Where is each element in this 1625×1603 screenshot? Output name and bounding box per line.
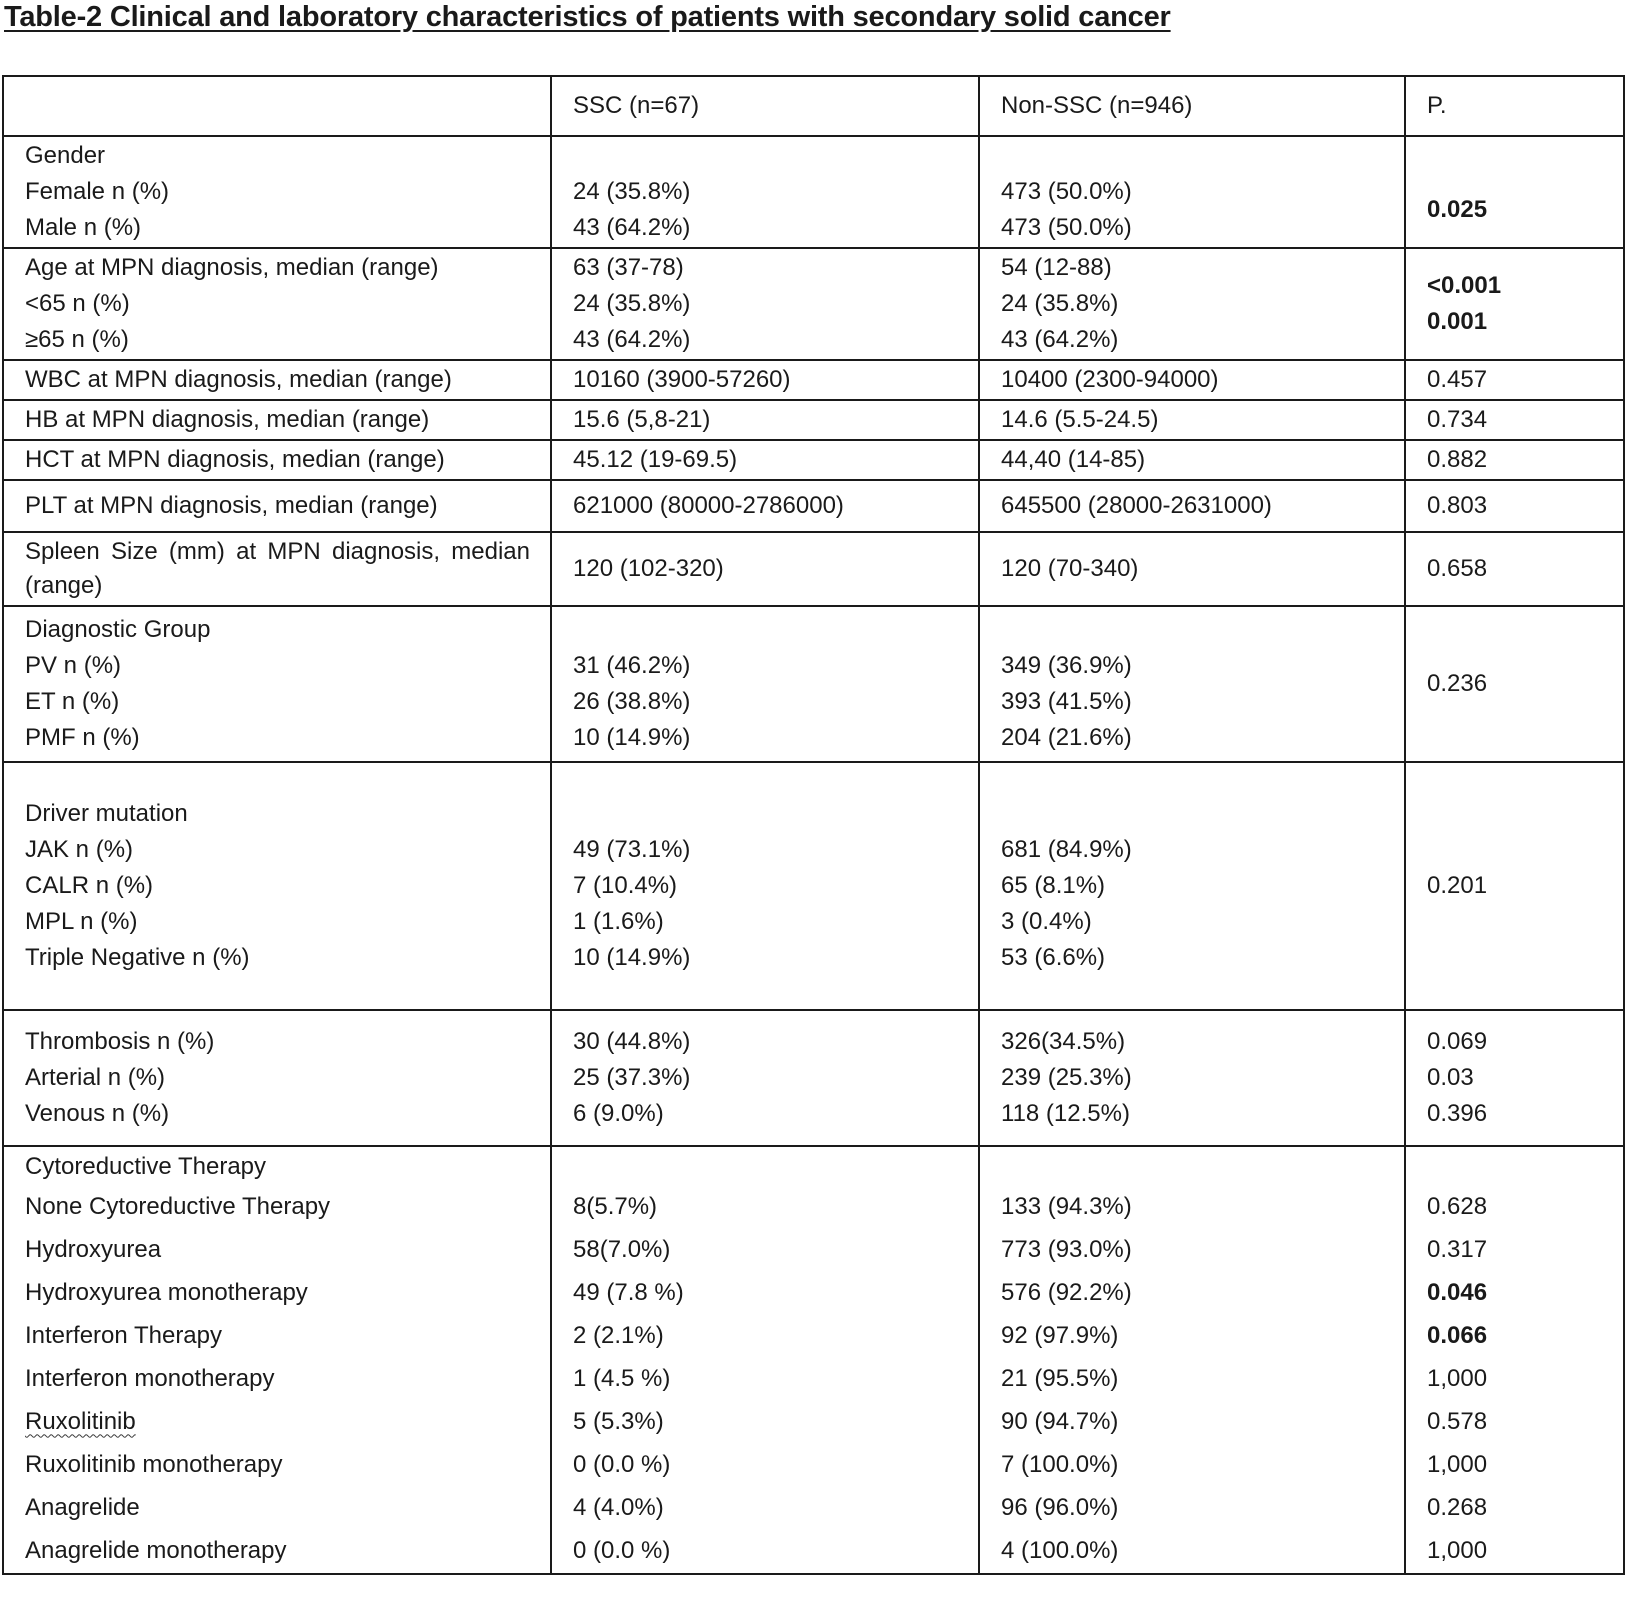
row-label: CALR n (%)	[25, 872, 154, 899]
non-ssc-value: 14.6 (5.5-24.5)	[1001, 406, 1159, 433]
table-row-gender	[3, 136, 1624, 248]
row-label: <65 n (%)	[25, 290, 130, 317]
non-ssc-cell	[979, 400, 1405, 440]
header-empty	[3, 76, 551, 136]
p-value: 0.236	[1427, 670, 1488, 697]
non-ssc-value: 65 (8.1%)	[1001, 872, 1106, 899]
row-label: Driver mutation	[25, 800, 188, 827]
label-cell	[3, 360, 551, 400]
row-label: Interferon monotherapy	[25, 1364, 275, 1392]
p-cell	[1405, 480, 1624, 532]
characteristics-table	[2, 75, 1625, 1575]
p-value: 0.046	[1427, 1278, 1488, 1306]
p-value: 0.066	[1427, 1321, 1488, 1349]
label-cell	[3, 606, 551, 762]
ssc-cell	[551, 360, 979, 400]
ssc-cell	[551, 606, 979, 762]
p-value: 0.578	[1427, 1407, 1488, 1435]
ssc-value: 10 (14.9%)	[573, 944, 691, 971]
row-label: ≥65 n (%)	[25, 326, 129, 353]
non-ssc-value: 681 (84.9%)	[1001, 836, 1132, 863]
header-ssc: SSC (n=67)	[551, 76, 979, 136]
label-cell	[3, 440, 551, 480]
ssc-value: 15.6 (5,8-21)	[573, 406, 711, 433]
non-ssc-value: 773 (93.0%)	[1001, 1235, 1132, 1263]
ssc-value: 49 (73.1%)	[573, 836, 691, 863]
row-label: Age at MPN diagnosis, median (range)	[25, 254, 439, 281]
row-label: Female n (%)	[25, 178, 170, 205]
table-row-driver-mutation	[3, 762, 1624, 1010]
non-ssc-value	[1001, 612, 1404, 648]
ssc-value	[573, 138, 978, 174]
label-cell	[3, 136, 551, 248]
row-label: Ruxolitinib	[25, 1407, 136, 1435]
ssc-cell	[551, 532, 979, 606]
ssc-value: 25 (37.3%)	[573, 1064, 691, 1091]
ssc-value: 63 (37-78)	[573, 254, 684, 281]
ssc-value: 10 (14.9%)	[573, 724, 691, 751]
ssc-value: 30 (44.8%)	[573, 1028, 691, 1055]
ssc-value: 43 (64.2%)	[573, 326, 691, 353]
row-label: PV n (%)	[25, 652, 122, 679]
label-cell	[3, 762, 551, 1010]
p-value: 1,000	[1427, 1364, 1488, 1392]
row-label: Spleen Size (mm) at MPN diagnosis, median (range)	[25, 538, 530, 599]
p-value: 0.201	[1427, 872, 1488, 899]
row-label: Thrombosis n (%)	[25, 1028, 215, 1055]
non-ssc-value: 239 (25.3%)	[1001, 1064, 1132, 1091]
ssc-value	[573, 796, 978, 832]
p-value: 0.025	[1427, 196, 1488, 223]
p-value: 0.882	[1427, 446, 1488, 473]
p-value: 0.069	[1427, 1028, 1488, 1055]
p-cell	[1405, 1146, 1624, 1574]
label-cell	[3, 532, 551, 606]
non-ssc-cell	[979, 606, 1405, 762]
table-row-diagnostic-group	[3, 606, 1624, 762]
ssc-value: 24 (35.8%)	[573, 290, 691, 317]
p-value: 0.03	[1427, 1064, 1474, 1091]
row-label: Interferon Therapy	[25, 1321, 223, 1349]
non-ssc-value: 326(34.5%)	[1001, 1028, 1126, 1055]
p-cell	[1405, 606, 1624, 762]
non-ssc-value: 10400 (2300-94000)	[1001, 366, 1219, 393]
ssc-value: 5 (5.3%)	[573, 1407, 664, 1435]
ssc-cell	[551, 1010, 979, 1146]
non-ssc-value: 133 (94.3%)	[1001, 1192, 1132, 1220]
p-value: 0.803	[1427, 492, 1488, 519]
p-cell	[1405, 440, 1624, 480]
row-label: JAK n (%)	[25, 836, 134, 863]
ssc-value: 31 (46.2%)	[573, 652, 691, 679]
ssc-value: 43 (64.2%)	[573, 214, 691, 241]
row-label: Male n (%)	[25, 214, 142, 241]
row-label: Hydroxyurea	[25, 1235, 162, 1263]
p-value: 1,000	[1427, 1450, 1488, 1478]
non-ssc-value: 393 (41.5%)	[1001, 688, 1132, 715]
non-ssc-value: 4 (100.0%)	[1001, 1536, 1119, 1564]
non-ssc-value: 349 (36.9%)	[1001, 652, 1132, 679]
non-ssc-value: 43 (64.2%)	[1001, 326, 1119, 353]
table-row-age	[3, 248, 1624, 360]
non-ssc-cell	[979, 480, 1405, 532]
row-label: Diagnostic Group	[25, 616, 211, 643]
row-label: PMF n (%)	[25, 724, 140, 751]
header-p: P.	[1405, 76, 1624, 136]
non-ssc-value	[1001, 138, 1404, 174]
non-ssc-value: 645500 (28000-2631000)	[1001, 492, 1272, 519]
p-value: 1,000	[1427, 1536, 1488, 1564]
non-ssc-value: 54 (12-88)	[1001, 254, 1112, 281]
non-ssc-value: 120 (70-340)	[1001, 555, 1139, 582]
table-header-row	[3, 76, 1624, 136]
p-value: 0.268	[1427, 1493, 1488, 1521]
row-label: ET n (%)	[25, 688, 120, 715]
row-label: Triple Negative n (%)	[25, 944, 250, 971]
table-row-spleen	[3, 532, 1624, 606]
ssc-value: 58(7.0%)	[573, 1235, 671, 1263]
non-ssc-value: 204 (21.6%)	[1001, 724, 1132, 751]
label-cell	[3, 1146, 551, 1574]
ssc-value: 621000 (80000-2786000)	[573, 492, 844, 519]
non-ssc-value: 90 (94.7%)	[1001, 1407, 1119, 1435]
header-non-ssc: Non-SSC (n=946)	[979, 76, 1405, 136]
non-ssc-value: 118 (12.5%)	[1001, 1100, 1130, 1127]
non-ssc-cell	[979, 762, 1405, 1010]
non-ssc-value	[1001, 1149, 1404, 1185]
non-ssc-cell	[979, 248, 1405, 360]
non-ssc-cell	[979, 1146, 1405, 1574]
p-value: 0.396	[1427, 1100, 1488, 1127]
non-ssc-value: 24 (35.8%)	[1001, 290, 1119, 317]
non-ssc-value: 576 (92.2%)	[1001, 1278, 1132, 1306]
p-cell	[1405, 532, 1624, 606]
label-cell	[3, 400, 551, 440]
ssc-value: 49 (7.8 %)	[573, 1278, 684, 1306]
ssc-cell	[551, 480, 979, 532]
ssc-cell	[551, 1146, 979, 1574]
row-label: None Cytoreductive Therapy	[25, 1192, 331, 1220]
non-ssc-value: 96 (96.0%)	[1001, 1493, 1119, 1521]
non-ssc-value: 44,40 (14-85)	[1001, 446, 1146, 473]
non-ssc-value	[1001, 796, 1404, 832]
table-row-hb	[3, 400, 1624, 440]
row-label: MPL n (%)	[25, 908, 138, 935]
ssc-value: 7 (10.4%)	[573, 872, 678, 899]
non-ssc-value: 3 (0.4%)	[1001, 908, 1092, 935]
non-ssc-value: 7 (100.0%)	[1001, 1450, 1119, 1478]
non-ssc-value: 473 (50.0%)	[1001, 178, 1132, 205]
row-label: Hydroxyurea monotherapy	[25, 1278, 308, 1306]
ssc-value: 0 (0.0 %)	[573, 1450, 671, 1478]
ssc-value: 1 (4.5 %)	[573, 1364, 671, 1392]
p-value: 0.658	[1427, 555, 1488, 582]
p-cell	[1405, 136, 1624, 248]
non-ssc-cell	[979, 440, 1405, 480]
ssc-cell	[551, 762, 979, 1010]
p-value: 0.734	[1427, 406, 1488, 433]
p-cell	[1405, 360, 1624, 400]
label-cell	[3, 1010, 551, 1146]
row-label: PLT at MPN diagnosis, median (range)	[25, 492, 438, 519]
row-label: Gender	[25, 142, 106, 169]
p-cell	[1405, 1010, 1624, 1146]
label-cell	[3, 480, 551, 532]
table-title: Table-2 Clinical and laboratory characteristics of patients with secondary solid cancer	[4, 1, 1171, 33]
row-label: Venous n (%)	[25, 1100, 170, 1127]
p-value: <0.001	[1427, 272, 1502, 299]
non-ssc-value: 92 (97.9%)	[1001, 1321, 1119, 1349]
ssc-value: 6 (9.0%)	[573, 1100, 664, 1127]
row-label: HB at MPN diagnosis, median (range)	[25, 406, 430, 433]
p-value	[1427, 1149, 1623, 1185]
ssc-value: 10160 (3900-57260)	[573, 366, 791, 393]
label-cell	[3, 248, 551, 360]
non-ssc-cell	[979, 532, 1405, 606]
ssc-value: 120 (102-320)	[573, 555, 724, 582]
ssc-value: 26 (38.8%)	[573, 688, 691, 715]
ssc-value: 1 (1.6%)	[573, 908, 664, 935]
row-label: Arterial n (%)	[25, 1064, 166, 1091]
table-row-wbc	[3, 360, 1624, 400]
non-ssc-cell	[979, 136, 1405, 248]
ssc-value: 45.12 (19-69.5)	[573, 446, 738, 473]
row-label: Cytoreductive Therapy	[25, 1152, 267, 1180]
table-row-hct	[3, 440, 1624, 480]
non-ssc-value: 21 (95.5%)	[1001, 1364, 1119, 1392]
ssc-cell	[551, 248, 979, 360]
row-label: Ruxolitinib monotherapy	[25, 1450, 283, 1478]
table-row-thrombosis	[3, 1010, 1624, 1146]
table-row-plt	[3, 480, 1624, 532]
ssc-value: 8(5.7%)	[573, 1192, 658, 1220]
ssc-cell	[551, 136, 979, 248]
ssc-cell	[551, 400, 979, 440]
row-label: Anagrelide monotherapy	[25, 1536, 287, 1564]
p-cell	[1405, 762, 1624, 1010]
row-label: Anagrelide	[25, 1493, 140, 1521]
p-value: 0.317	[1427, 1235, 1488, 1263]
p-cell	[1405, 248, 1624, 360]
p-value: 0.628	[1427, 1192, 1488, 1220]
ssc-value: 0 (0.0 %)	[573, 1536, 671, 1564]
row-label: WBC at MPN diagnosis, median (range)	[25, 366, 452, 393]
row-label: HCT at MPN diagnosis, median (range)	[25, 446, 445, 473]
non-ssc-value: 53 (6.6%)	[1001, 944, 1106, 971]
p-value: 0.001	[1427, 308, 1488, 335]
ssc-value: 24 (35.8%)	[573, 178, 691, 205]
non-ssc-value: 473 (50.0%)	[1001, 214, 1132, 241]
p-value: 0.457	[1427, 366, 1488, 393]
ssc-value	[573, 1149, 978, 1185]
ssc-cell	[551, 440, 979, 480]
ssc-value: 2 (2.1%)	[573, 1321, 664, 1349]
p-cell	[1405, 400, 1624, 440]
non-ssc-cell	[979, 1010, 1405, 1146]
non-ssc-cell	[979, 360, 1405, 400]
table-row-cytoreductive-therapy	[3, 1146, 1624, 1574]
ssc-value	[573, 612, 978, 648]
ssc-value: 4 (4.0%)	[573, 1493, 664, 1521]
